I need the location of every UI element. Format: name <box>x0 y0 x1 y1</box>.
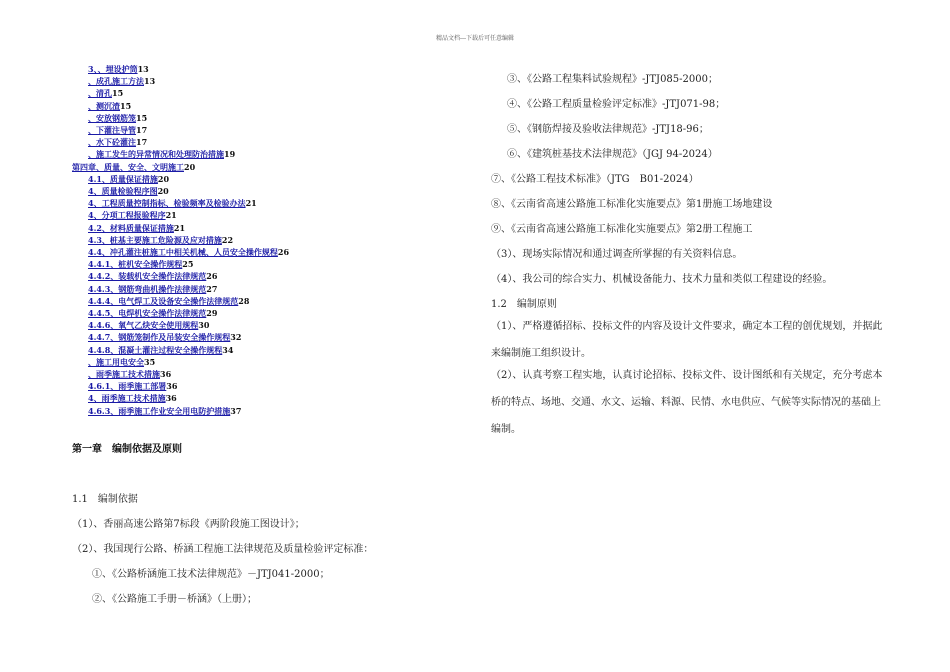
standard-item-4: ④、《公路工程质量检验评定标准》-JTJ071-98； <box>507 99 726 110</box>
toc-entry-page: 30 <box>198 320 210 331</box>
toc-entry-title[interactable]: 4.6.1、雨季施工部署 <box>88 381 167 392</box>
toc-entry-page: 35 <box>144 356 156 367</box>
toc-entry-title[interactable]: 4.1、质量保证措施 <box>88 173 158 184</box>
toc-entry[interactable] <box>72 63 472 75</box>
chapter-title: 第一章 编制依据及原则 <box>72 444 182 455</box>
standard-item-8: ⑧、《云南省高速公路施工标准化实施要点》第1册施工场地建设 <box>491 199 773 210</box>
toc-entry[interactable] <box>72 344 472 356</box>
toc-entry-page: 13 <box>144 76 156 87</box>
toc-entry-title[interactable]: 3、、埋设护筒 <box>88 64 138 74</box>
toc-entry[interactable] <box>72 197 472 209</box>
principle-paragraph-1: （1）、严格遵循招标、投标文件的内容及设计文件要求，确定本工程的创优规划，并据此来编制施工组织设计。 <box>491 321 883 359</box>
standard-item-9: ⑨、《云南省高速公路施工标准化实施要点》第2册工程施工 <box>491 224 753 235</box>
principle-paragraph-2: （2）、认真考察工程实地，认真讨论招标、投标文件、设计图纸和有关规定，充分考虑本桥的特点、场地、交通、水文、运输、料源、民情、水电供应、气候等实际情况的基础上编制。 <box>491 370 883 435</box>
toc-entry[interactable] <box>72 75 472 87</box>
standard-item-7: ⑦、《公路工程技术标准》（JTG B01-2024） <box>491 174 699 185</box>
toc-entry-title[interactable]: 、清孔 <box>88 88 112 99</box>
toc-entry-page: 15 <box>120 100 132 111</box>
toc-entry-title[interactable]: 、下灌注导管 <box>88 125 136 136</box>
toc-entry-title[interactable]: 、雨季施工技术措施 <box>88 369 160 380</box>
toc-entry[interactable] <box>72 173 472 185</box>
toc-entry-page: 25 <box>182 259 194 270</box>
toc-entry[interactable] <box>72 234 472 246</box>
section-title-1-1: 1.1 编制依据 <box>72 494 138 505</box>
toc-entry-title[interactable]: 4.4.6、氧气乙炔安全使用规程 <box>88 320 199 331</box>
toc-entry[interactable] <box>72 87 472 99</box>
toc-entry-title[interactable]: 4、质量检验程序图 <box>88 186 158 197</box>
toc-entry-page: 13 <box>137 64 149 74</box>
toc-entry-title[interactable]: 4.2、材料质量保证措施 <box>88 222 174 233</box>
toc-entry-page: 21 <box>165 210 177 221</box>
toc-entry-page: 15 <box>112 88 124 99</box>
toc-entry-page: 27 <box>206 283 218 294</box>
toc-entry[interactable] <box>72 185 472 197</box>
toc-entry-title[interactable]: 4.4.4、电气焊工及设备安全操作法律规范 <box>88 295 239 306</box>
toc-entry-page: 34 <box>222 344 234 355</box>
toc-entry[interactable] <box>72 356 472 368</box>
toc-entry[interactable] <box>72 100 472 112</box>
toc-entry[interactable] <box>72 136 472 148</box>
toc-entry-title[interactable]: 、安放钢筋笼 <box>88 112 136 123</box>
toc-entry[interactable] <box>72 283 472 295</box>
basis-item-3: （3）、现场实际情况和通过调查所掌握的有关资料信息。 <box>491 249 743 260</box>
toc-entry[interactable] <box>72 295 472 307</box>
toc-entry-page: 17 <box>136 137 148 148</box>
toc-entry-page: 36 <box>160 369 172 380</box>
toc-entry-page: 26 <box>277 247 290 258</box>
toc-entry-page: 36 <box>166 381 178 392</box>
toc-entry-title[interactable]: 、成孔施工方法 <box>88 76 144 87</box>
toc-entry-page: 20 <box>157 173 170 184</box>
toc-entry-title[interactable]: 、测沉渣 <box>88 100 120 111</box>
toc-entry-title[interactable]: 4.4.2、装载机安全操作法律规范 <box>88 271 207 282</box>
toc-entry[interactable] <box>72 270 472 282</box>
toc-entry[interactable] <box>72 124 472 136</box>
toc-entry-page: 20 <box>157 186 169 197</box>
basis-item-2: （2）、我国现行公路、桥涵工程施工法律规范及质量检验评定标准： <box>72 544 374 555</box>
toc-entry[interactable] <box>72 331 472 343</box>
toc-entry-title[interactable]: 、水下砼灌注 <box>88 137 136 148</box>
toc-entry-title[interactable]: 4.4.1、桩机安全操作规程 <box>88 259 183 270</box>
toc-entry-title[interactable]: 、施工发生的异常情况和处理防治措施 <box>88 149 224 160</box>
toc-entry[interactable] <box>72 405 472 417</box>
standard-item-6: ⑥、《建筑桩基技术法律规范》（JGJ 94-2024） <box>507 149 718 160</box>
toc-entry-title[interactable]: 4、工程质量控制指标、检验频率及检验办法 <box>88 198 246 209</box>
toc-entry[interactable] <box>72 246 472 258</box>
toc-entry[interactable] <box>72 222 472 234</box>
toc-entry-page: 36 <box>165 393 177 404</box>
standard-item-5: ⑤、《钢筋焊接及验收法律规范》-JTJ18-96； <box>507 124 709 135</box>
toc-entry[interactable] <box>72 209 472 221</box>
toc-entry-title[interactable]: 4.3、桩基主要施工危险源及应对措施 <box>88 234 222 245</box>
toc-entry-page: 32 <box>230 332 242 343</box>
toc-entry[interactable] <box>72 319 472 331</box>
toc-entry[interactable] <box>72 112 472 124</box>
toc-entry-page: 19 <box>224 149 236 160</box>
toc-entry-page: 21 <box>173 222 186 233</box>
toc-entry-page: 26 <box>206 271 218 282</box>
toc-entry-page: 22 <box>221 234 234 245</box>
basis-item-4: （4）、我公司的综合实力、机械设备能力、技术力量和类似工程建设的经验。 <box>491 274 833 285</box>
toc-entry[interactable] <box>72 307 472 319</box>
toc-entry-title[interactable]: 4.4.7、钢筋笼制作及吊装安全操作规程 <box>88 332 231 343</box>
toc-entry[interactable] <box>72 392 472 404</box>
table-of-contents <box>72 63 472 417</box>
toc-entry-title[interactable]: 4.4.5、电焊机安全操作法律规范 <box>88 308 207 319</box>
toc-entry-page: 37 <box>230 405 242 416</box>
toc-entry[interactable] <box>72 258 472 270</box>
toc-entry-title[interactable]: 4.4.8、混凝土灌注过程安全操作规程 <box>88 344 223 355</box>
section-title-1-2: 1.2 编制原则 <box>491 299 557 310</box>
toc-entry-page: 29 <box>206 308 218 319</box>
toc-entry-page: 20 <box>184 161 196 172</box>
toc-entry[interactable] <box>72 380 472 392</box>
standard-item-1: ①、《公路桥涵施工技术法律规范》－JTJ041-2000； <box>92 569 330 580</box>
toc-entry-page: 28 <box>238 295 250 306</box>
toc-entry[interactable] <box>72 161 472 173</box>
toc-entry-title[interactable]: 4、雨季施工技术措施 <box>88 393 166 404</box>
toc-entry-page: 21 <box>245 198 257 209</box>
basis-item-1: （1）、香丽高速公路第7标段《两阶段施工图设计》； <box>72 519 305 530</box>
toc-entry-title[interactable]: 、施工用电安全 <box>88 356 144 367</box>
page-header: 精品文档---下载后可任意编辑 <box>435 35 515 42</box>
toc-entry-page: 15 <box>136 112 148 123</box>
toc-entry-title[interactable]: 4.4.3、钢筋弯曲机操作法律规范 <box>88 283 207 294</box>
toc-entry[interactable] <box>72 148 472 160</box>
toc-entry-title[interactable]: 4.4、冲孔灌注桩施工中相关机械、人员安全操作规程 <box>88 247 278 258</box>
toc-entry-title[interactable]: 4.6.3、雨季施工作业安全用电防护措施 <box>88 405 231 416</box>
standard-item-3: ③、《公路工程集料试验规程》-JTJ085-2000； <box>507 74 718 85</box>
toc-entry-page: 17 <box>136 125 148 136</box>
standard-item-2: ②、《公路施工手册－桥涵》（上册）； <box>92 594 257 605</box>
toc-entry[interactable] <box>72 368 472 380</box>
toc-entry-title[interactable]: 第四章、质量、安全、文明施工 <box>72 161 184 172</box>
toc-entry-title[interactable]: 4、分项工程报验程序 <box>88 210 166 221</box>
